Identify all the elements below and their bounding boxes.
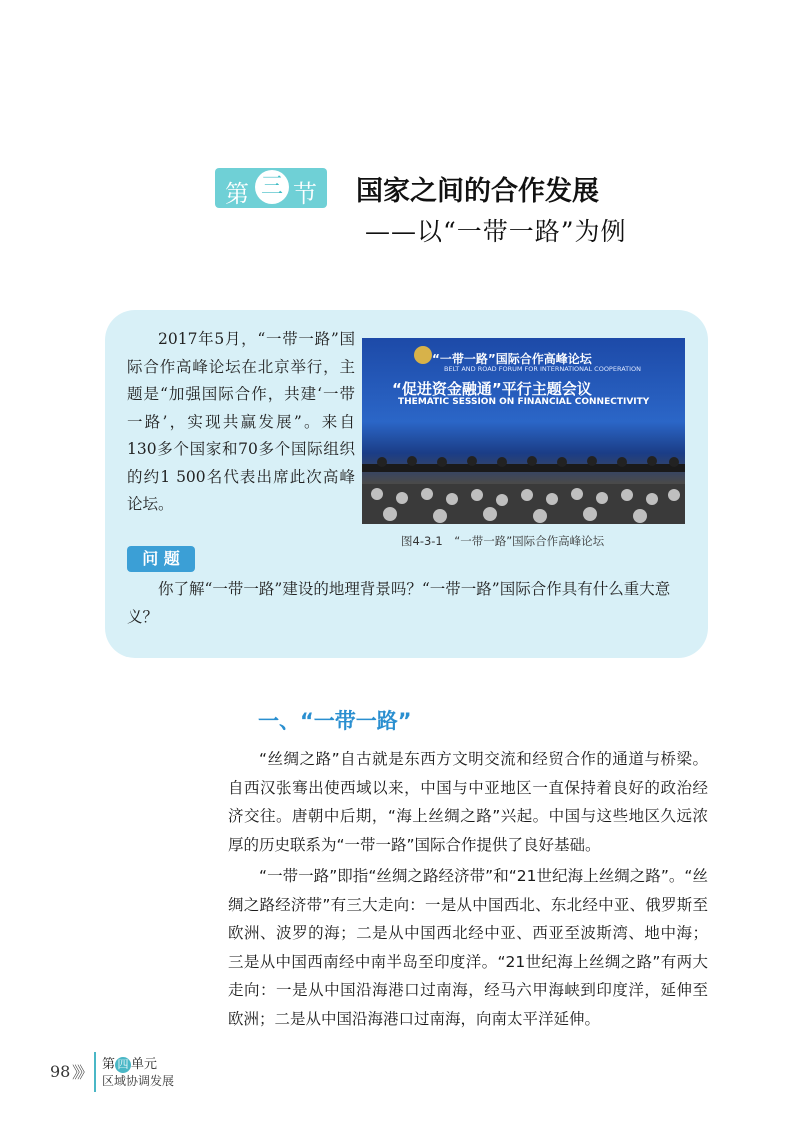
intro-text: [127, 326, 355, 519]
section-header: [215, 165, 675, 255]
section-title: 国家之间的合作发展: [356, 176, 599, 207]
photo-banner-en: BELT AND ROAD FORUM FOR INTERNATIONAL COOPERATION: [444, 365, 642, 373]
badge-number: 三: [255, 170, 289, 204]
unit-number: 四: [115, 1057, 131, 1073]
unit-prefix: 第: [102, 1057, 116, 1072]
intro-box: [105, 310, 708, 658]
forum-logo-icon: [414, 346, 432, 364]
question-tag: 问 题: [127, 546, 195, 572]
section-subtitle: ——以“一带一路”为例: [365, 217, 627, 246]
heading-belt-and-road: 一、“一带一路”: [258, 709, 412, 733]
forum-photo: [362, 338, 685, 524]
page-arrow-icon: 》》: [72, 1063, 91, 1082]
page-number: 98: [50, 1062, 71, 1081]
badge-di: 第: [225, 180, 249, 208]
photo-session-en: THEMATIC SESSION ON FINANCIAL CONNECTIVITY: [398, 397, 650, 407]
footer-divider: [94, 1052, 96, 1092]
badge-jie: 节: [293, 180, 317, 208]
photo-caption: 图4-3-1 “一带一路”国际合作高峰论坛: [401, 534, 605, 548]
unit-label: [102, 1053, 157, 1073]
unit-title: 区域协调发展: [102, 1074, 175, 1088]
page-footer: [50, 1048, 250, 1098]
question-paragraph: 你了解“一带一路”建设的地理背景吗？“一带一路”国际合作具有什么重大意义？: [127, 580, 671, 626]
photo-session-cn: “促进资金融通”平行主题会议: [392, 380, 592, 398]
section-badge: [215, 168, 327, 208]
intro-paragraph: 2017年5月，“一带一路”国际合作高峰论坛在北京举行，主题是“加强国际合作，共建‘一带一路’，实现共赢发展”。来自130多个国家和70多个国际组织的约1 500名代表出席此次高峰论坛。: [127, 330, 355, 513]
question-text: [127, 575, 692, 631]
body-paragraph-2: “一带一路”即指“丝绸之路经济带”和“21世纪海上丝绸之路”。“丝绸之路经济带”有三大走向：一是从中国西北、东北经中亚、俄罗斯至欧洲、波罗的海；二是从中国西北经中亚、西亚至波斯湾、地中海；三是从中国西南经中南半岛至印度洋。“21世纪海上丝绸之路”有两大走向：一是从中国沿海港口过南海，经马六甲海峡到印度洋，延伸至欧洲；二是从中国沿海港口过南海，向南太平洋延伸。: [228, 867, 708, 1028]
body-text: [228, 745, 708, 1036]
body-paragraph-1: “丝绸之路”自古就是东西方文明交流和经贸合作的通道与桥梁。自西汉张骞出使西域以来，中国与中亚地区一直保持着良好的政治经济交往。唐朝中后期，“海上丝绸之路”兴起。中国与这些地区久远浓厚的历史联系为“一带一路”国际合作提供了良好基础。: [228, 750, 708, 854]
photo-banner-cn: “一带一路”国际合作高峰论坛: [432, 352, 592, 366]
audience-illustration: [362, 454, 685, 524]
unit-suffix: 单元: [131, 1057, 158, 1072]
